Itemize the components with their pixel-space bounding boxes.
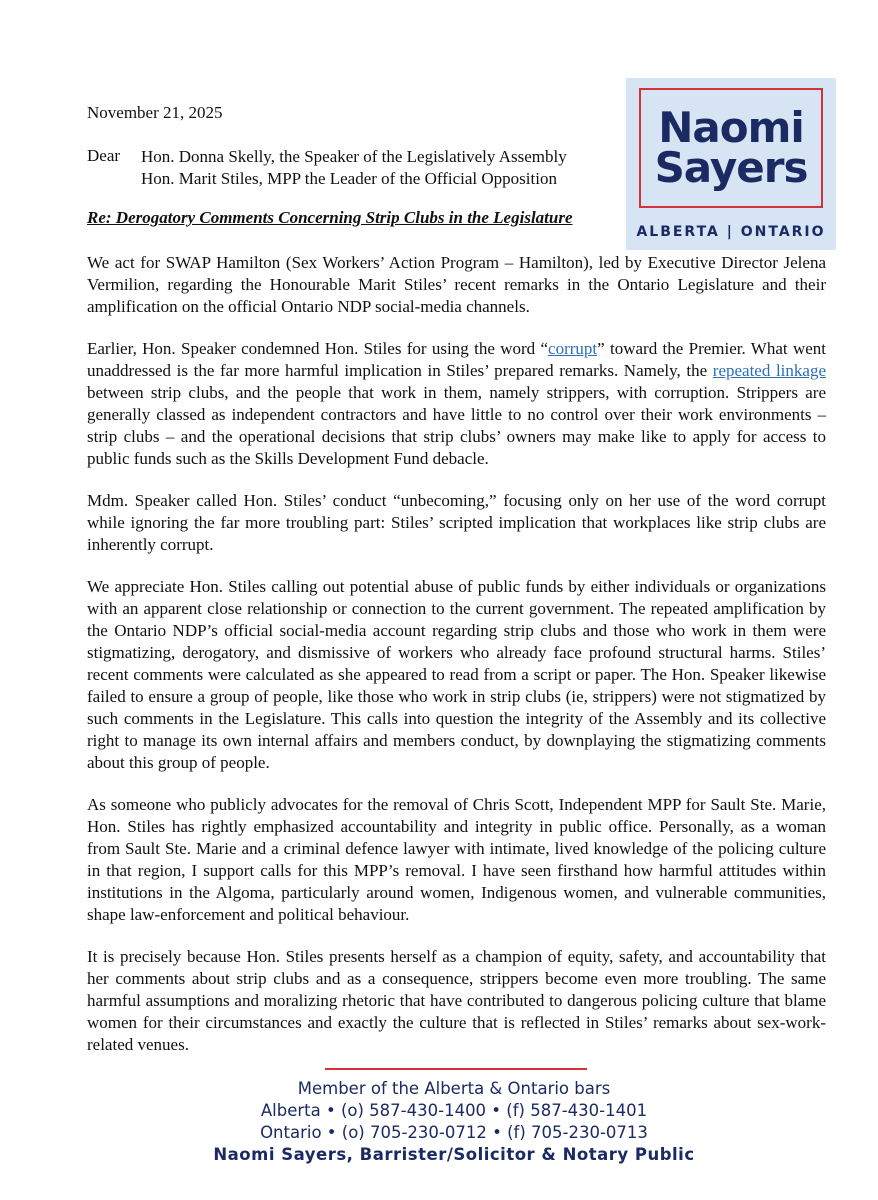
footer-divider [325, 1068, 587, 1070]
subject-line: Re: Derogatory Comments Concerning Strip Clubs in the Legislature [87, 208, 573, 227]
repeated-linkage-link[interactable]: repeated linkage [712, 361, 826, 380]
letter-date: November 21, 2025 [87, 103, 223, 122]
letterhead-logo [626, 78, 836, 250]
paragraph-2-part-a: Earlier, Hon. Speaker condemned Hon. Stiles for using the word “ [87, 339, 549, 358]
recipients [141, 146, 567, 190]
paragraph-6: It is precisely because Hon. Stiles presents herself as a champion of equity, safety, and accountability that her comments about strip clubs and as a consequence, strippers become even more troubling. The same harmful assumptions and moralizing rhetoric that have contributed to dangerous policing culture that blame women for their circumstances and exactly the culture that is reflected in Stiles’ remarks about sex-work-related venues. [87, 947, 826, 1054]
letterhead-footer [0, 1078, 878, 1166]
paragraph-2-part-c: between strip clubs, and the people that work in them, namely strippers, with corruption. Strippers are generally classed as independent contractors and have little to no control over their work environments – strip clubs – and the operational decisions that strip clubs’ owners may make like to apply for access to public funds such as the Skills Development Fund debacle. [87, 383, 826, 468]
logo-region: ALBERTA | ONTARIO [636, 224, 826, 240]
recipient-speaker: Hon. Donna Skelly, the Speaker of the Legislatively Assembly [141, 147, 567, 166]
footer-ontario-contact: Ontario • (o) 705-230-0712 • (f) 705-230-0713 [260, 1123, 648, 1142]
logo-name-last: Sayers [654, 143, 808, 192]
salutation: Dear [87, 146, 121, 165]
logo-frame [639, 88, 823, 208]
letter-body [87, 252, 826, 1076]
recipient-opposition-leader: Hon. Marit Stiles, MPP the Leader of the Official Opposition [141, 169, 557, 188]
footer-alberta-contact: Alberta • (o) 587-430-1400 • (f) 587-430-1401 [260, 1101, 648, 1120]
paragraph-2-part-b: ” toward the Premier. What went unaddressed is the far more harmful implication in Stiles’ prepared remarks. Namely, the [87, 339, 826, 380]
footer-bar-membership: Member of the Alberta & Ontario bars [297, 1079, 611, 1098]
paragraph-3: Mdm. Speaker called Hon. Stiles’ conduct “unbecoming,” focusing only on her use of the word corrupt while ignoring the far more troubling part: Stiles’ scripted implication that workplaces like strip clubs are inherently corrupt. [87, 491, 826, 554]
corrupt-link[interactable]: corrupt [548, 339, 598, 358]
footer-signature-title: Naomi Sayers, Barrister/Solicitor & Notary Public [213, 1145, 695, 1164]
logo-name-first: Naomi [658, 103, 804, 152]
paragraph-2 [87, 338, 826, 470]
paragraph-1: We act for SWAP Hamilton (Sex Workers’ Action Program – Hamilton), led by Executive Director Jelena Vermilion, regarding the Honourable Marit Stiles’ recent remarks in the Ontario Legislature and their amplification on the official Ontario NDP social-media channels. [87, 253, 826, 316]
paragraph-4: We appreciate Hon. Stiles calling out potential abuse of public funds by either individuals or organizations with an apparent close relationship or connection to the current government. The repeated amplification by the Ontario NDP’s official social-media account regarding strip clubs and those who work in them were stigmatizing, derogatory, and dismissive of workers who already face profound structural harms. Stiles’ recent comments were calculated as she appeared to read from a script or paper. The Hon. Speaker likewise failed to ensure a group of people, like those who work in strip clubs (ie, strippers) were not stigmatized by such comments in the Legislature. This calls into question the integrity of the Assembly and its collective right to manage its own internal affairs and members conduct, by downplaying the stigmatizing comments about this group of people. [87, 577, 826, 772]
paragraph-5: As someone who publicly advocates for the removal of Chris Scott, Independent MPP for Sault Ste. Marie, Hon. Stiles has rightly emphasized accountability and integrity in public office. Personally, as a woman from Sault Ste. Marie and a criminal defence lawyer with intimate, lived knowledge of the policing culture in that region, I support calls for this MPP’s removal. I have seen firsthand how harmful attitudes within institutions in the Algoma, particularly around women, Indigenous women, and vulnerable communities, shape law-enforcement and political behaviour. [87, 795, 826, 924]
